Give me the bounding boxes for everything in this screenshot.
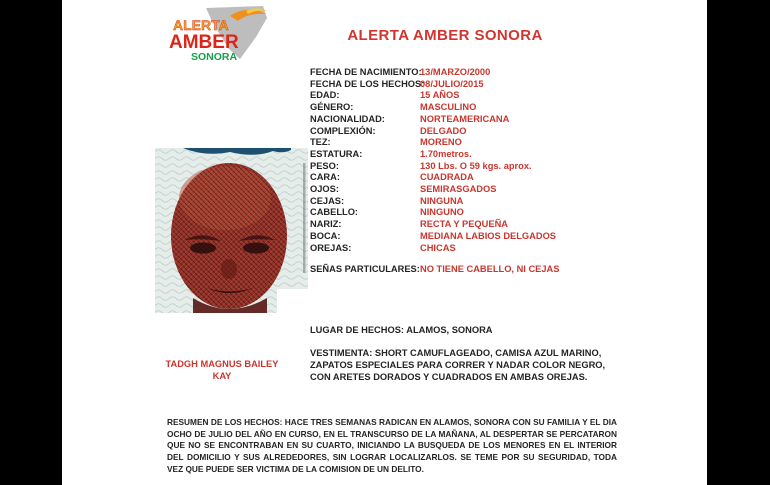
field-label: BOCA:	[310, 230, 341, 241]
field-value: RECTA Y PEQUEÑA	[420, 219, 508, 230]
field-row-genero	[310, 102, 556, 114]
field-row-fecha-nacimiento	[310, 67, 556, 79]
field-row-cabello	[310, 207, 556, 219]
field-label: NACIONALIDAD:	[310, 113, 385, 124]
resumen-de-los-hechos: RESUMEN DE LOS HECHOS: HACE TRES SEMANAS RADICAN EN ALAMOS, SONORA CON SU FAMILIA Y EL DIA OCHO DE JULIO DEL AÑO EN CURSO, EN EL TRANSCURSO DE LA MAÑANA, AL DESPERTAR SE PERCATARON QUE NO SE ENCONTRABAN EN SU CUARTO, INICIANDO LA BUSQUEDA DE LOS MENORES EN EL INTERIOR DEL DOMICILIO Y SUS ALREDEDORES, SIN LOGRAR LOCALIZARLOS. SE TEME POR SU SEGURIDAD, TODA VEZ QUE PUEDE SER VICTIMA DE LA COMISION DE UN DELITO.	[167, 417, 617, 474]
field-label: ESTATURA:	[310, 148, 363, 159]
field-value: 15 AÑOS	[420, 90, 460, 101]
field-value: MORENO	[420, 137, 462, 148]
page-title: ALERTA AMBER SONORA	[347, 27, 543, 44]
field-row-complexion	[310, 126, 556, 138]
field-row-orejas	[310, 243, 556, 255]
left-black-bar	[0, 0, 62, 485]
field-row-ojos	[310, 184, 556, 196]
logo-graphic	[166, 5, 276, 65]
senas-label: SEÑAS PARTICULARES:	[310, 264, 420, 274]
field-row-nariz	[310, 219, 556, 231]
field-label: FECHA DE LOS HECHOS:	[310, 78, 425, 89]
missing-person-photo	[155, 148, 308, 313]
field-value: SEMIRASGADOS	[420, 184, 497, 195]
name-line-1: TADGH MAGNUS BAILEY	[165, 359, 279, 369]
fields-table	[310, 67, 556, 254]
field-label: CEJAS:	[310, 195, 345, 206]
missing-person-name	[146, 359, 298, 382]
field-label: GÉNERO:	[310, 102, 354, 113]
field-label: CABELLO:	[310, 207, 359, 218]
logo-word-amber: AMBER	[169, 32, 239, 53]
field-label: TEZ:	[310, 137, 331, 148]
field-value: NINGUNA	[420, 195, 464, 206]
field-value: 13/MARZO/2000	[420, 67, 491, 77]
senas-value: NO TIENE CABELLO, NI CEJAS	[420, 264, 560, 274]
field-value: NORTEAMERICANA	[420, 113, 510, 124]
field-row-edad	[310, 90, 556, 102]
name-line-2: KAY	[212, 370, 232, 381]
logo-word-sonora: SONORA	[191, 51, 238, 63]
field-value: NINGUNO	[420, 207, 464, 218]
field-label: CARA:	[310, 172, 340, 183]
field-label: PESO:	[310, 160, 339, 171]
field-label: OREJAS:	[310, 242, 352, 253]
vestimenta-paragraph: VESTIMENTA: SHORT CAMUFLAGEADO, CAMISA AZUL MARINO, ZAPATOS ESPECIALES PARA CORRER Y NADAR COLOR NEGRO, CON ARETES DORADOS Y CUADRADOS EN AMBAS OREJAS.	[310, 348, 606, 382]
field-row-fecha-hechos	[310, 79, 556, 91]
amber-alert-sonora-logo	[166, 5, 276, 65]
field-label: FECHA DE NACIMIENTO:	[310, 67, 422, 77]
field-value: CHICAS	[420, 242, 456, 253]
field-value: 130 Lbs. O 59 kgs. aprox.	[420, 160, 532, 171]
field-row-boca	[310, 231, 556, 243]
field-value: DELGADO	[420, 125, 467, 136]
field-label: COMPLEXIÓN:	[310, 125, 376, 136]
lugar-de-hechos: LUGAR DE HECHOS: ALAMOS, SONORA	[310, 325, 493, 335]
field-row-estatura	[310, 149, 556, 161]
photo-graphic	[155, 148, 308, 313]
field-value: CUADRADA	[420, 172, 474, 183]
senas-particulares-row	[310, 264, 559, 274]
field-row-peso	[310, 161, 556, 173]
field-row-cara	[310, 172, 556, 184]
field-label: EDAD:	[310, 90, 340, 101]
field-value: MEDIANA LABIOS DELGADOS	[420, 230, 557, 241]
field-row-cejas	[310, 196, 556, 208]
right-black-bar	[707, 0, 770, 485]
field-row-nacionalidad	[310, 114, 556, 126]
field-value: 08/JULIO/2015	[420, 78, 484, 89]
field-label: NARIZ:	[310, 219, 342, 230]
field-label: OJOS:	[310, 184, 339, 195]
logo-word-alerta: ALERTA	[173, 17, 229, 33]
field-value: 1.70metros.	[420, 148, 472, 159]
field-value: MASCULINO	[420, 102, 477, 113]
field-row-tez	[310, 137, 556, 149]
